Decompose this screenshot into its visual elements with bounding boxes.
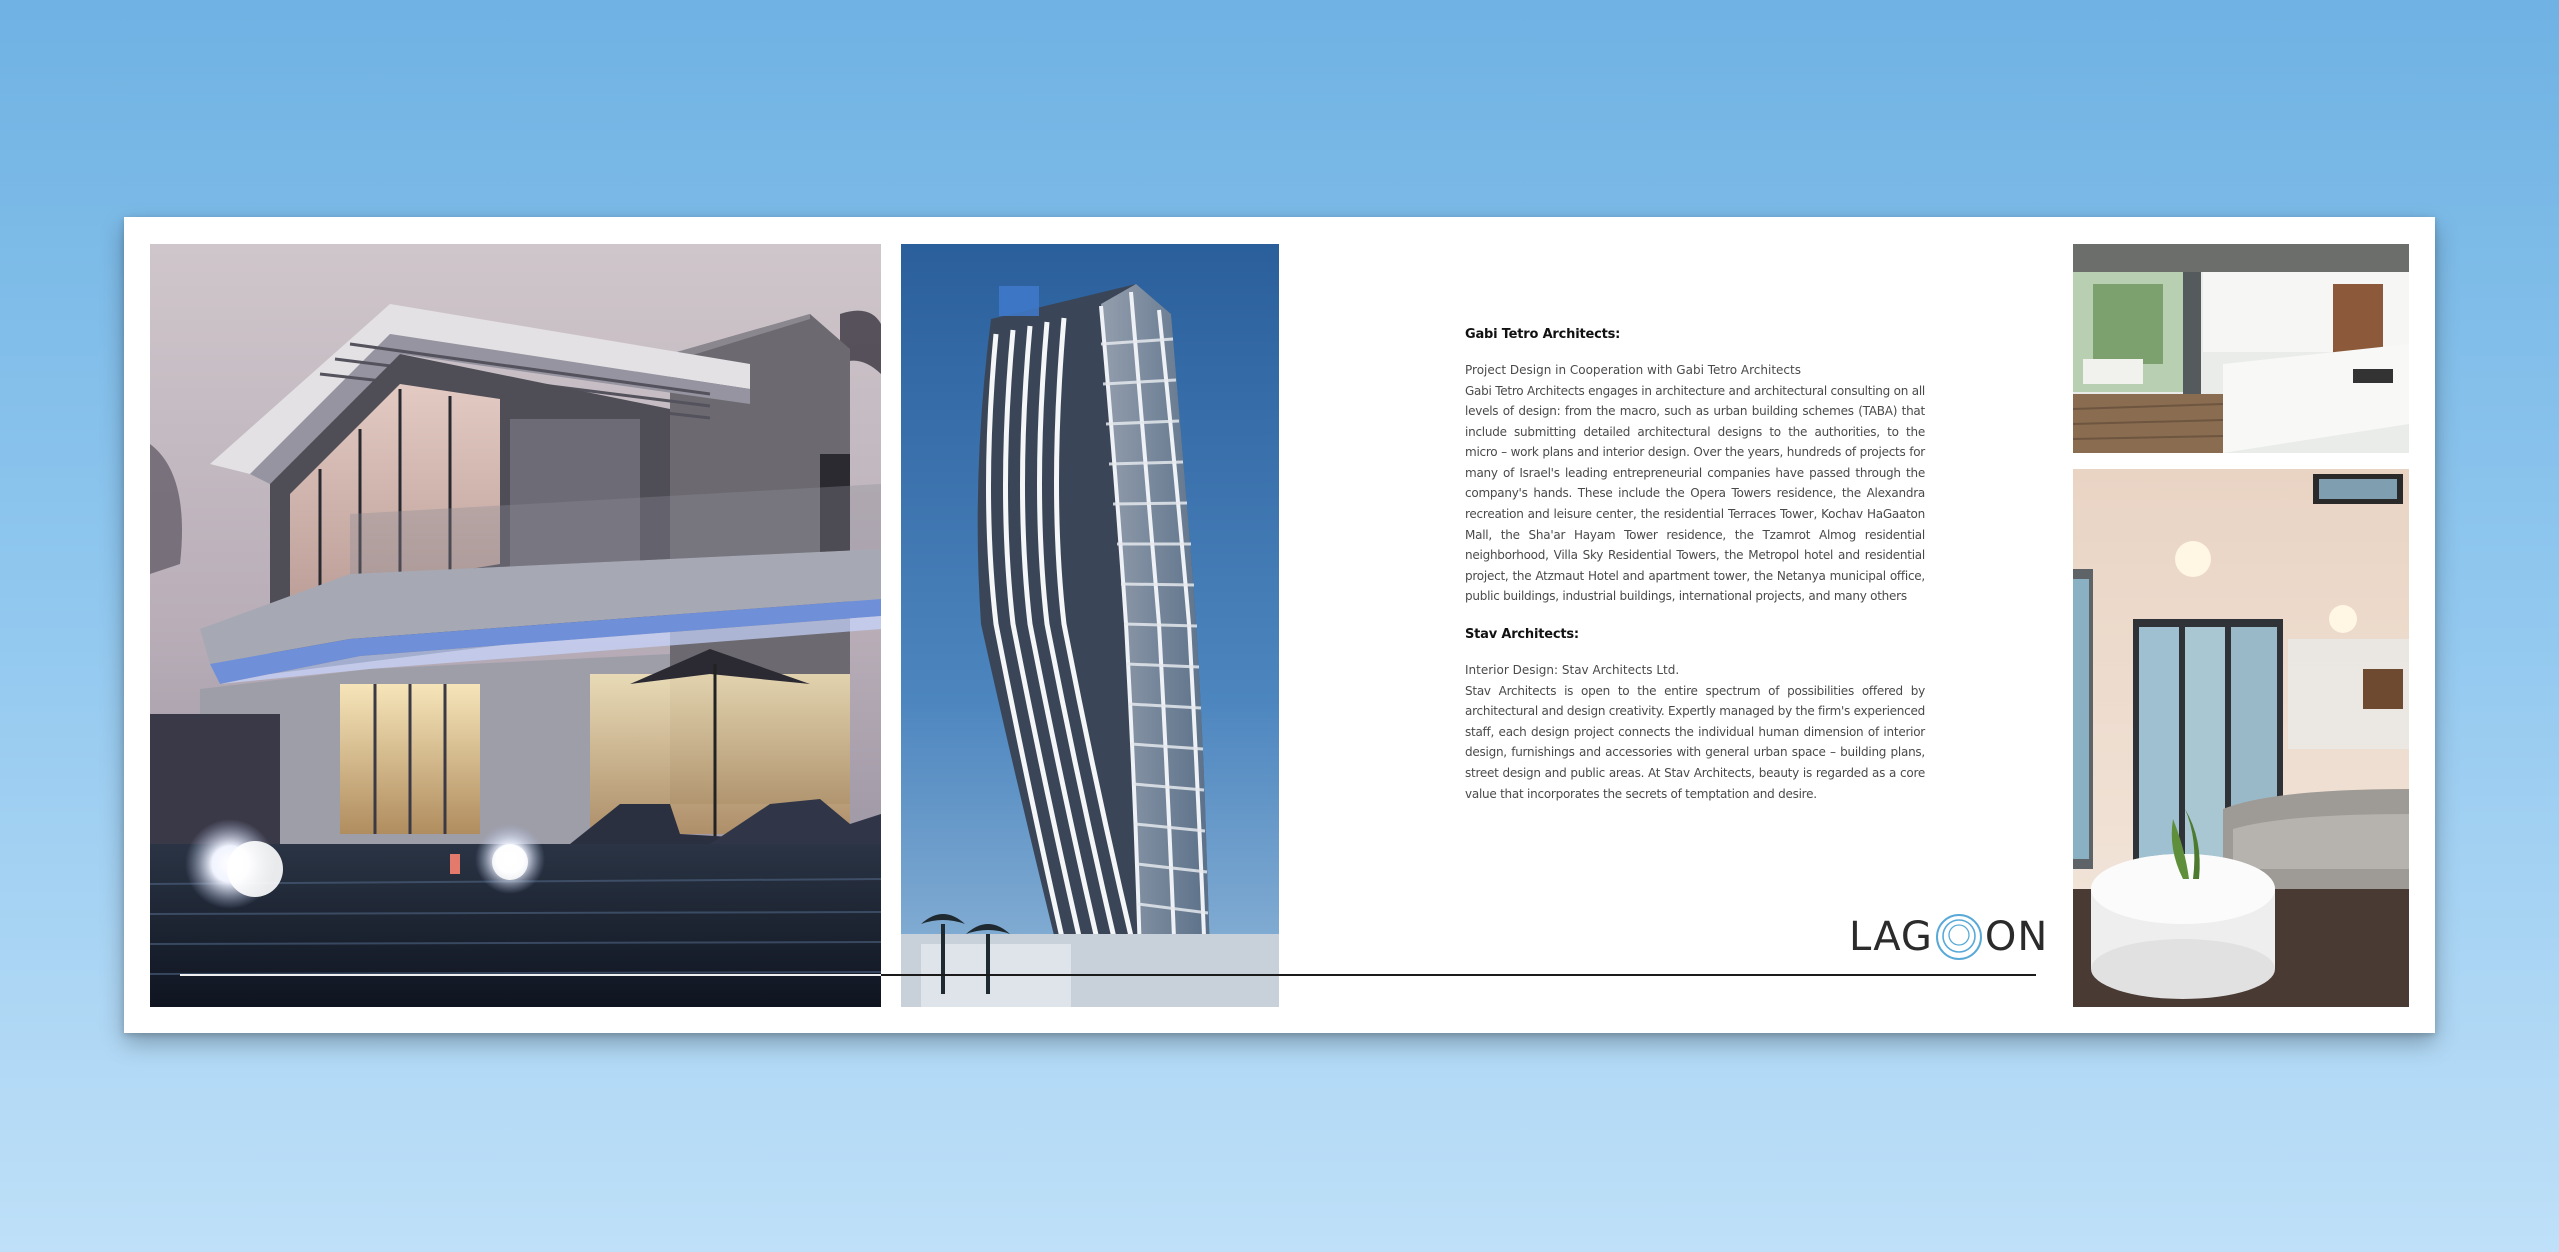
wavy-tower-photo [901,244,1279,1007]
ripple-circle-icon [1931,912,1987,962]
logo-text-right: ON [1984,914,2049,960]
section-subtitle-stav: Interior Design: Stav Architects Ltd. [1465,663,1680,678]
lagoon-logo [1849,912,2048,962]
kitchen-interior-photo [2073,244,2409,453]
brochure-spread [124,217,2435,1033]
logo-text-left: LAG [1849,914,1933,960]
section-heading-stav: Stav Architects: [1465,627,1579,643]
section-body-stav: Stav Architects is open to the entire spectrum of possibilities offered by architectural and design creativity. Expertly managed by the firm's experienced staff, each design project connects the individual human dimension of interior design, furnishings and accessories with general urban space – building plans, street design and public areas. At Stav Architects, beauty is regarded as a core value that incorporates the secrets of temptation and desire. [1465,683,1925,801]
horizontal-rule-over-photo [180,974,881,976]
section-heading-gabi-tetro: Gabi Tetro Architects: [1465,327,1621,342]
section-subtitle-gabi-tetro: Project Design in Cooperation with Gabi Tetro Architects [1465,363,1801,377]
villa-pool-photo [150,244,881,1007]
text-column [1465,327,1925,804]
section-body-gabi-tetro: Gabi Tetro Architects engages in architecture and architectural consulting on all levels of design: from the macro, such as urban building schemes (TABA) that include submitting detailed architectural designs to the authorities, to the micro – work plans and interior design. Over the years, hundreds of projects for many of Israel's leading entrepreneurial companies have passed through the company's hands. These include the Opera Towers residence, the Alexandra recreation and leisure center, the residential Terraces Tower, Kochav HaGaaton Mall, the Sha'ar Hayam Tower residence, the Tzamrot Almog residential neighborhood, Villa Sky Residential Towers, the Metropol hotel and residential project, the Atzmaut Hotel and apartment tower, the Netanya municipal office, public buildings, industrial buildings, international projects, and many others [1465,383,1925,604]
living-room-photo [2073,469,2409,1007]
